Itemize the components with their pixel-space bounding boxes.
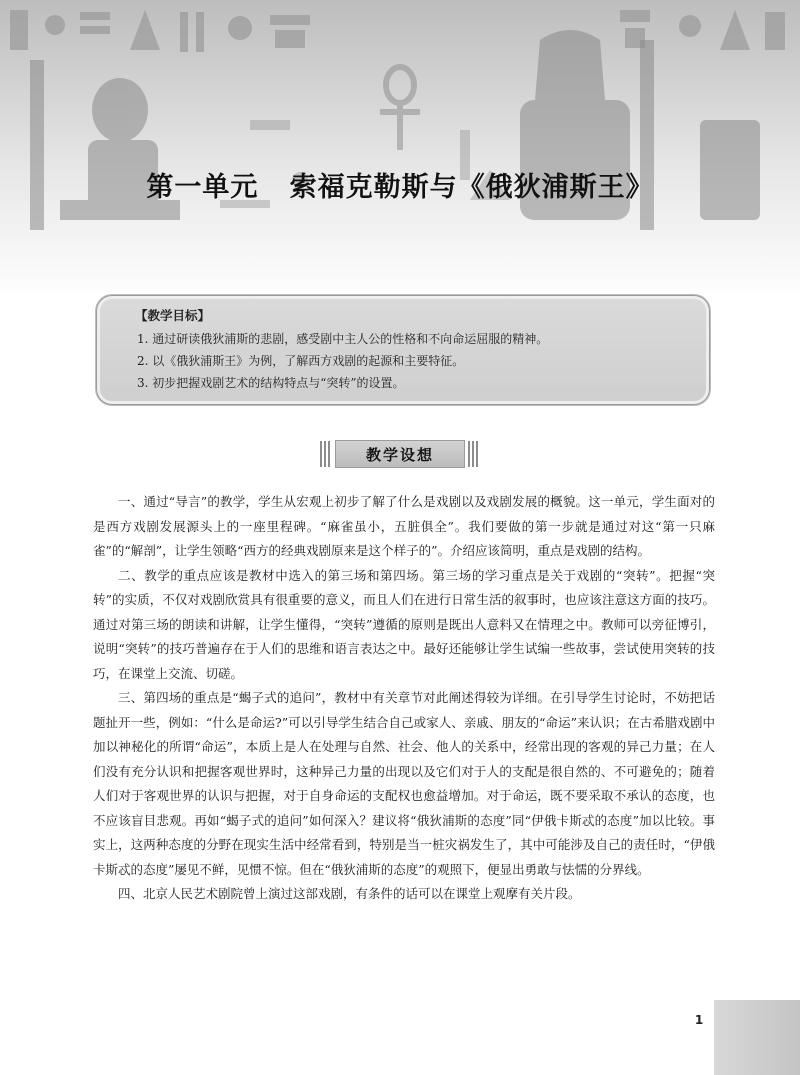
teaching-objectives-box (96, 295, 710, 405)
paragraph: 二、教学的重点应该是教材中选入的第三场和第四场。第三场的学习重点是关于戏剧的“突转”。把握“突转”的实质，不仅对戏剧欣赏具有很重要的意义，而且人们在进行日常生活的叙事时，也应该注意这方面的技巧。通过对第三场的朗读和讲解，让学生懂得，“突转”遵循的原则是既出人意料又在情理之中。教师可以旁征博引，说明“突转”的技巧普遍存在于人们的思维和语言表达之中。最好还能够让学生试编一些故事，尝试使用突转的技巧，在课堂上交流、切磋。 (93, 567, 715, 681)
objectives-label: 【教学目标】 (135, 308, 211, 323)
paragraph: 四、北京人民艺术剧院曾上演过这部戏剧，有条件的话可以在课堂上观摩有关片段。 (118, 886, 581, 901)
objective-item: 1. 通过研读俄狄浦斯的悲剧，感受剧中主人公的性格和不向命运屈服的精神。 (137, 332, 549, 346)
page-number: 1 (694, 1013, 704, 1027)
section-heading: 教学设想 (335, 440, 465, 468)
paragraph: 三、第四场的重点是“蝎子式的追问”，教材中有关章节对此阐述得较为详细。在引导学生讨论时，不妨把话题扯开一些，例如：“什么是命运?”可以引导学生结合自己或家人、亲戚、朋友的“命运”来认识；在古希腊戏剧中加以神秘化的所谓“命运”，本质上是人在处理与自然、社会、他人的关系中，经常出现的客观的异己力量；在人们没有充分认识和把握客观世界时，这种异己力量的出现以及它们对于人的支配是很自然的、不可避免的；随着人们对于客观世界的认识与把握，对于自身命运的支配权也愈益增加。对于命运，既不要采取不承认的态度，也不应该盲目悲观。再如“蝎子式的追问”如何深入？建议将“俄狄浦斯的态度”同“伊俄卡斯忒的态度”加以比较。事实上，这两种态度的分野在现实生活中经常看到，特别是当一桩灾祸发生了，其中可能涉及自己的责任时，“伊俄卡斯忒的态度”屡见不鲜，见惯不惊。但在“俄狄浦斯的态度”的观照下，便显出勇敢与怯懦的分界线。 (93, 690, 715, 877)
section-heading-banner (320, 441, 480, 467)
chapter-title: 第一单元 索福克勒斯与《俄狄浦斯王》 (146, 172, 654, 203)
body-text (93, 490, 715, 907)
objective-item: 2. 以《俄狄浦斯王》为例，了解西方戏剧的起源和主要特征。 (137, 354, 465, 368)
banner-stripes-right (468, 441, 480, 467)
header-mural-illustration (0, 0, 800, 300)
objectives-list (137, 328, 548, 394)
banner-stripes-left (320, 441, 332, 467)
objective-item: 3. 初步把握戏剧艺术的结构特点与“突转”的设置。 (137, 376, 405, 390)
paragraph: 一、通过“导言”的教学，学生从宏观上初步了解了什么是戏剧以及戏剧发展的概貌。这一单元，学生面对的是西方戏剧发展源头上的一座里程碑。“麻雀虽小，五脏俱全”。我们要做的第一步就是通过对这“第一只麻雀”的“解剖”，让学生领略“西方的经典戏剧原来是这个样子的”。介绍应该简明，重点是戏剧的结构。 (93, 494, 715, 558)
page-edge-strip (714, 1000, 800, 1075)
